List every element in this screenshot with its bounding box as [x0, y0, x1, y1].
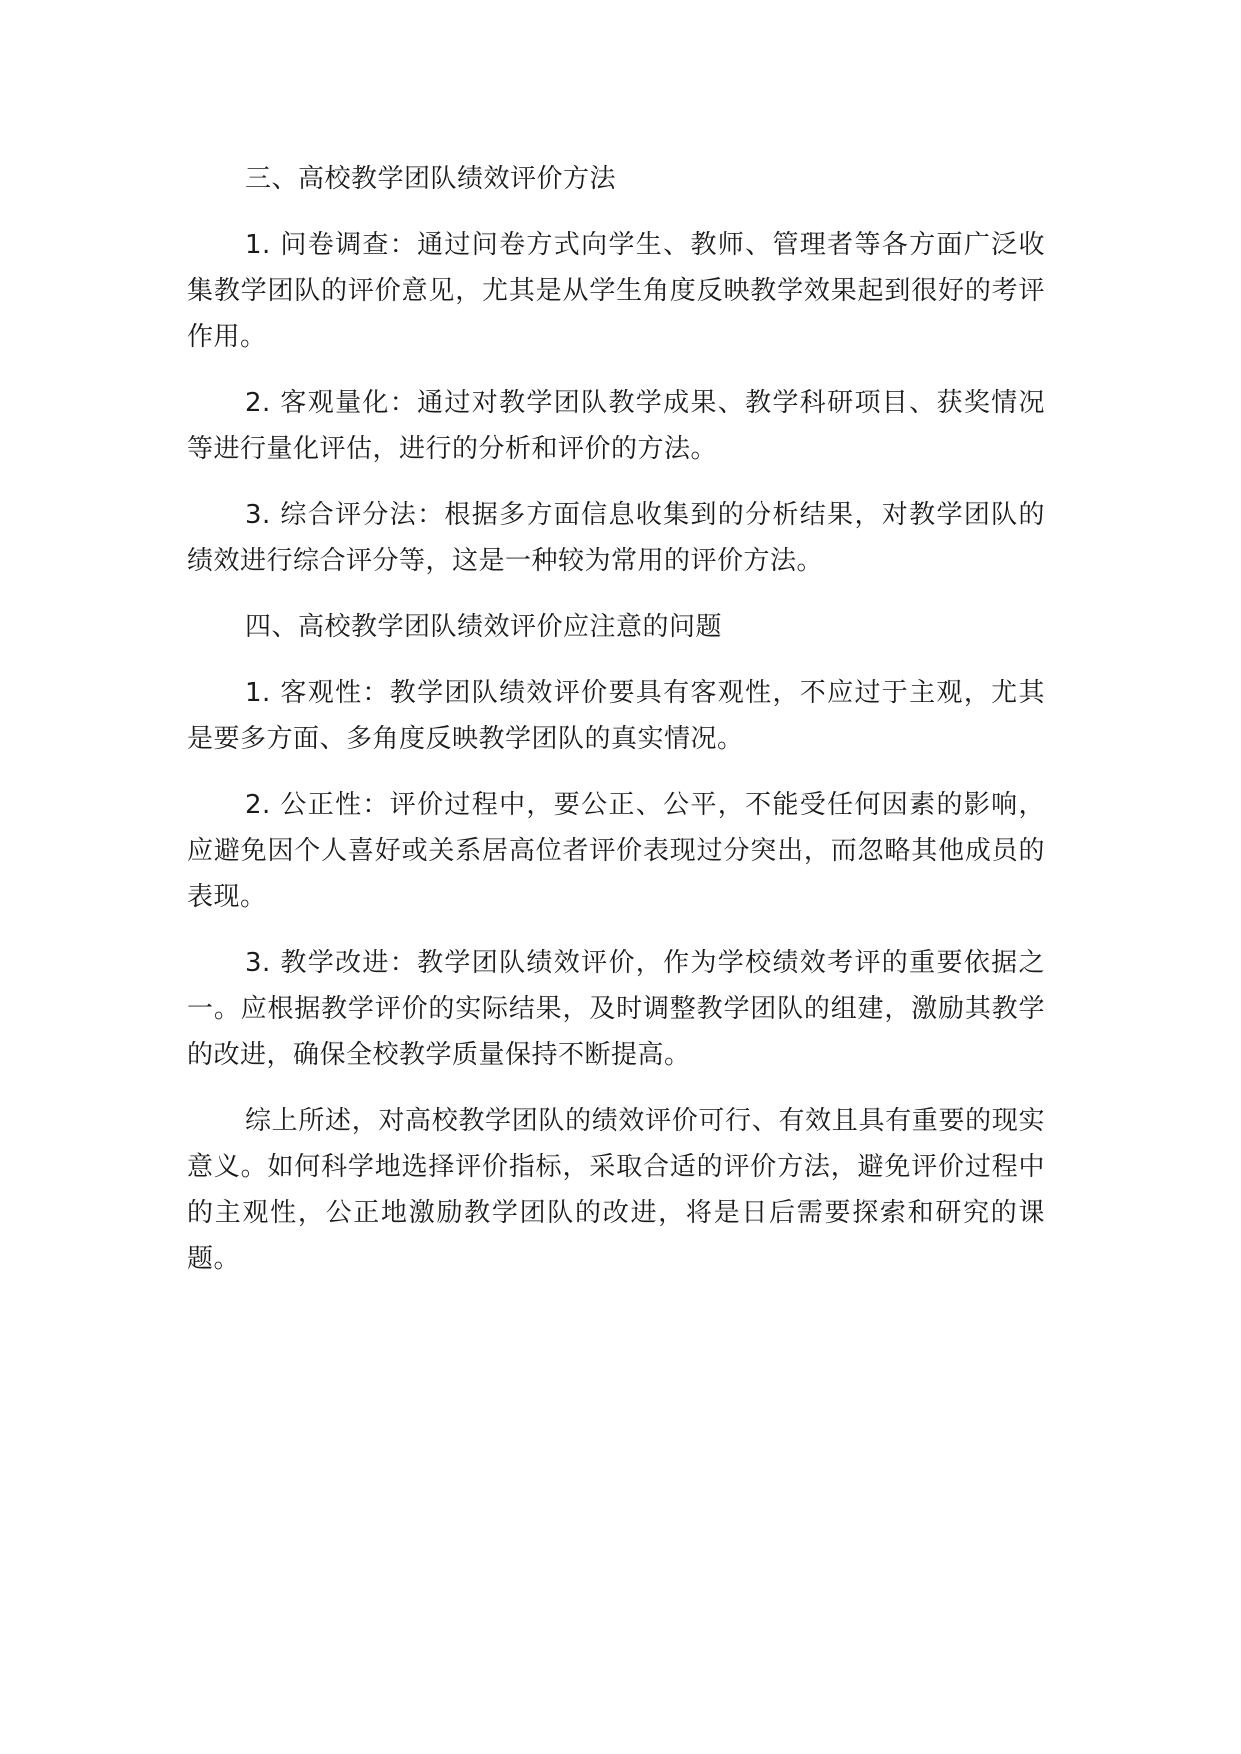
method-comprehensive-scoring: 3. 综合评分法：根据多方面信息收集到的分析结果，对教学团队的绩效进行综合评分等，这是一种较为常用的评价方法。 — [187, 500, 1045, 576]
section-heading-methods: 三、高校教学团队绩效评价方法 — [245, 164, 617, 194]
method-questionnaire: 1. 问卷调查：通过问卷方式向学生、教师、管理者等各方面广泛收集教学团队的评价意见，尤其是从学生角度反映教学效果起到很好的考评作用。 — [187, 230, 1045, 352]
document-body — [187, 156, 1045, 1302]
issue-objectivity: 1. 客观性：教学团队绩效评价要具有客观性，不应过于主观，尤其是要多方面、多角度反映教学团队的真实情况。 — [187, 678, 1045, 754]
section-heading-issues: 四、高校教学团队绩效评价应注意的问题 — [245, 612, 723, 642]
issue-teaching-improvement: 3. 教学改进：教学团队绩效评价，作为学校绩效考评的重要依据之一。应根据教学评价的实际结果，及时调整教学团队的组建，激励其教学的改进，确保全校教学质量保持不断提高。 — [187, 948, 1045, 1070]
issue-fairness: 2. 公正性：评价过程中，要公正、公平，不能受任何因素的影响，应避免因个人喜好或关系居高位者评价表现过分突出，而忽略其他成员的表现。 — [187, 790, 1045, 912]
conclusion-paragraph: 综上所述，对高校教学团队的绩效评价可行、有效且具有重要的现实意义。如何科学地选择评价指标，采取合适的评价方法，避免评价过程中的主观性，公正地激励教学团队的改进，将是日后需要探索和研究的课题。 — [187, 1106, 1045, 1274]
method-quantification: 2. 客观量化：通过对教学团队教学成果、教学科研项目、获奖情况等进行量化评估，进行的分析和评价的方法。 — [187, 388, 1045, 464]
